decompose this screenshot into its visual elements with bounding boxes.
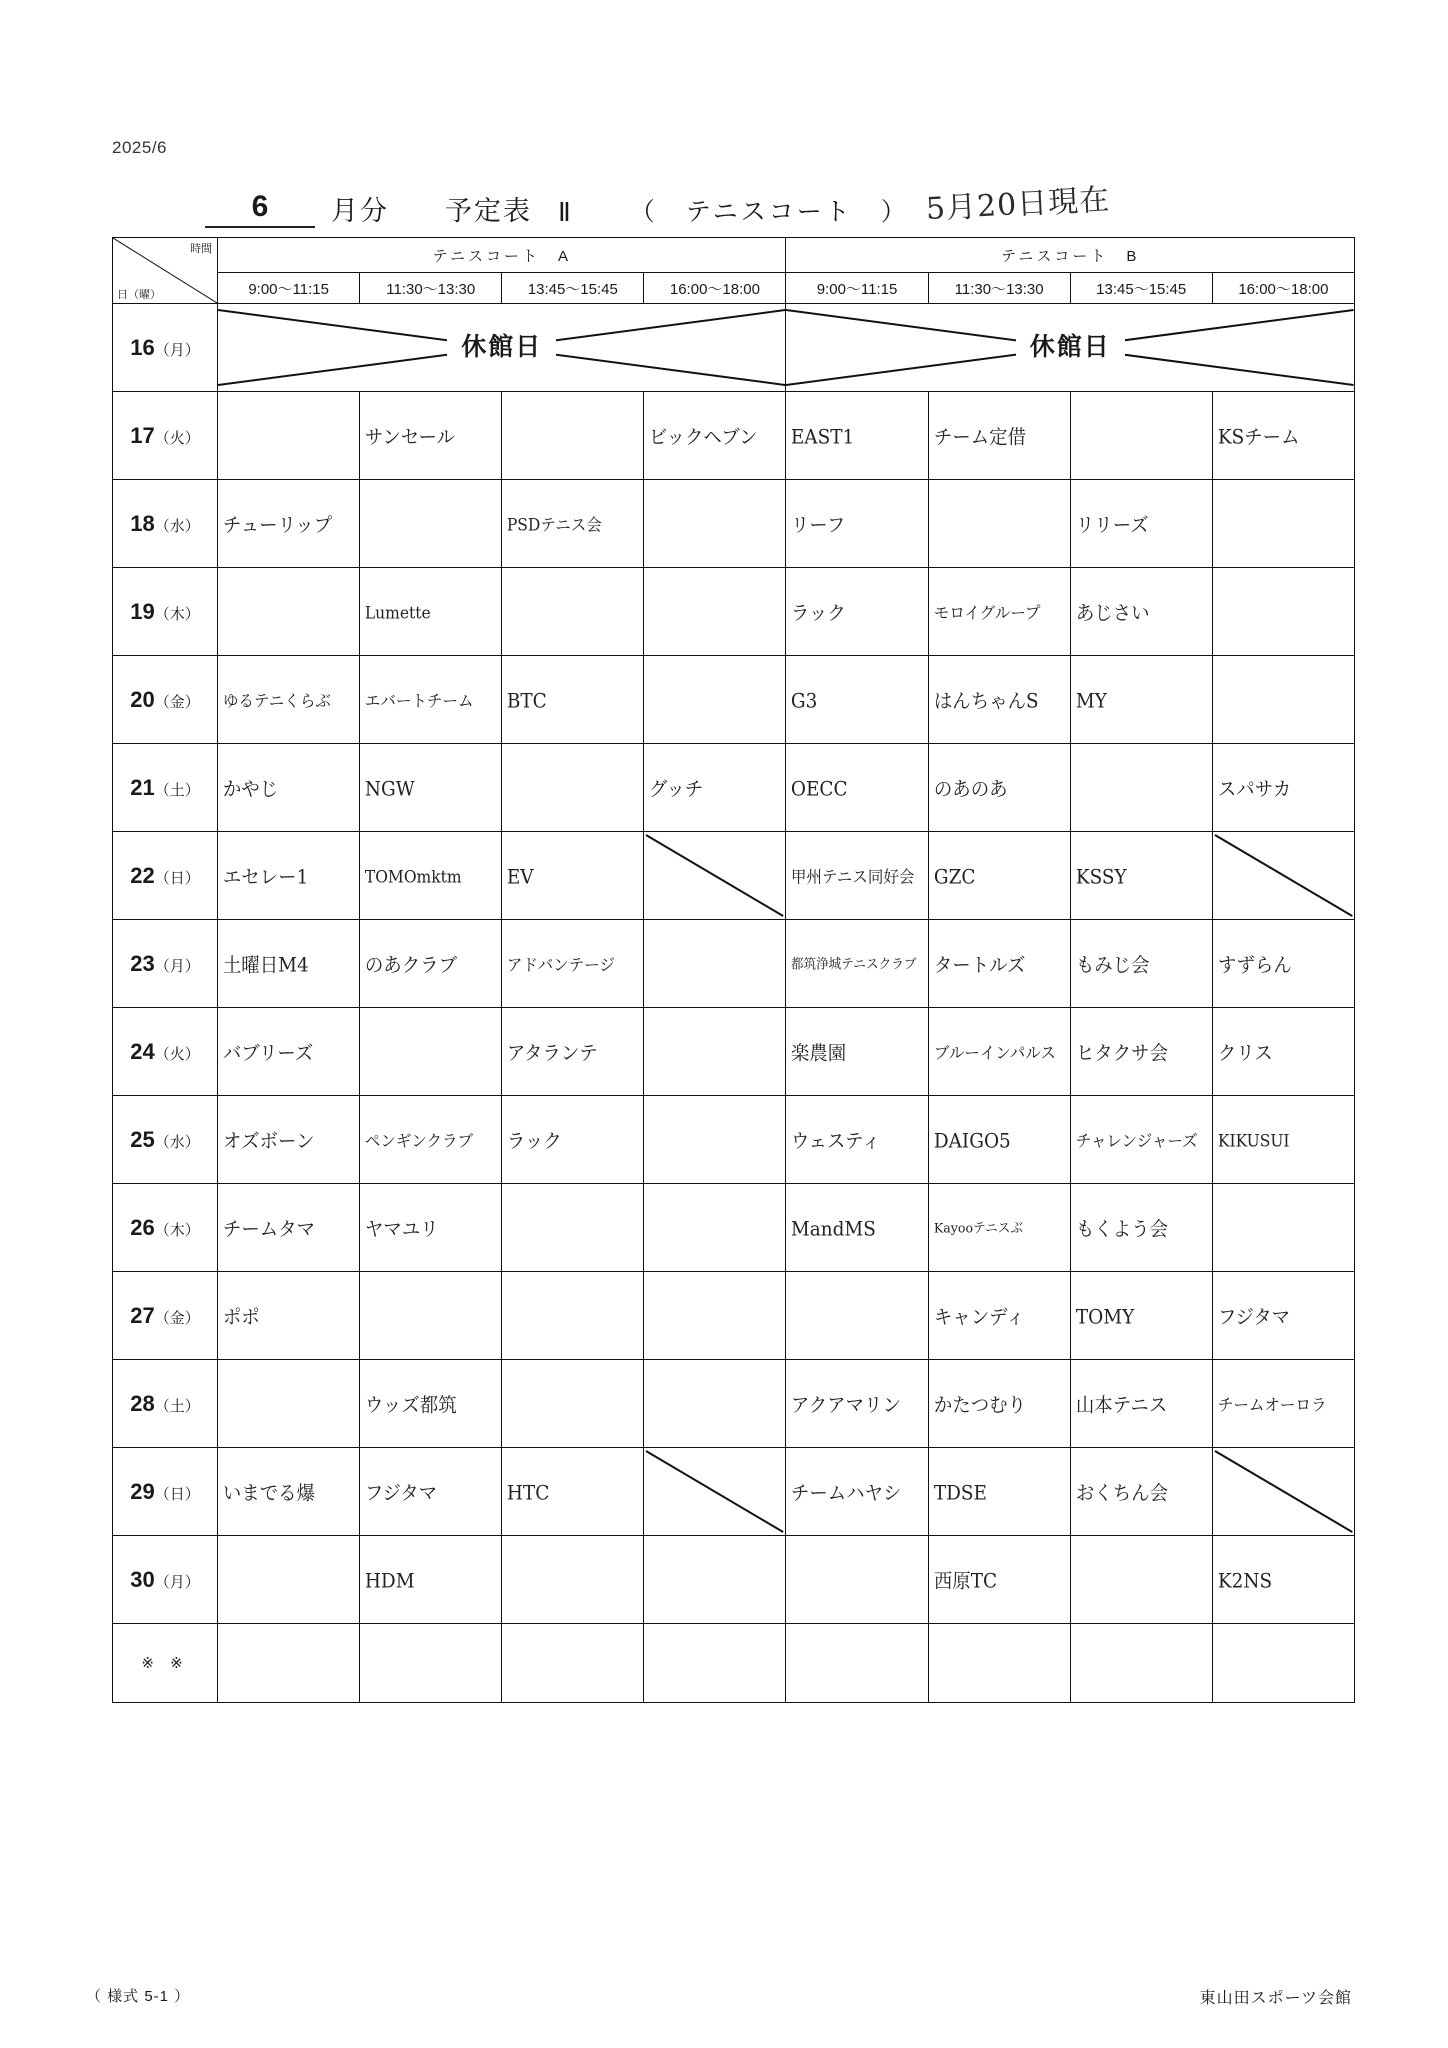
reservation-label: EAST1 [791, 425, 855, 449]
table-row [113, 656, 1355, 744]
slot-cell[interactable] [786, 392, 928, 480]
day-number: 30 [130, 1566, 155, 1592]
reservation-label: 山本テニス [1075, 1393, 1167, 1417]
slot-cell[interactable] [502, 1536, 644, 1624]
table-row [113, 1096, 1355, 1184]
court-b-header: テニスコート B [786, 238, 1355, 273]
form-code: （ 様式 5-1 ） [86, 1988, 191, 2005]
document-year: 2025/6 [112, 138, 167, 157]
reservation-label: フジタマ [365, 1481, 438, 1505]
slot-cell[interactable] [928, 1448, 1070, 1536]
reservation-label: K2NS [1217, 1569, 1272, 1593]
slot-cell[interactable] [786, 480, 928, 568]
slot-cell[interactable] [218, 832, 360, 920]
slot-cell[interactable] [1070, 832, 1212, 920]
title-month-suffix: 月分 [331, 196, 389, 226]
table-row [113, 1008, 1355, 1096]
time-header-a-3: 13:45～15:45 [502, 273, 644, 304]
note-cell [644, 1624, 786, 1703]
time-header-a-2: 11:30～13:30 [360, 273, 502, 304]
reservation-label: HDM [365, 1569, 415, 1593]
slot-cell[interactable] [218, 568, 360, 656]
slot-cell[interactable] [928, 832, 1070, 920]
reservation-label: MandMS [791, 1217, 877, 1241]
slot-cell[interactable] [218, 1184, 360, 1272]
reservation-label: NGW [365, 777, 415, 801]
reservation-label: ゆるテニくらぶ [222, 691, 331, 711]
reservation-label: チャレンジャーズ [1075, 1131, 1198, 1151]
reservation-label: OECC [791, 777, 849, 801]
slot-cell[interactable] [1070, 1536, 1212, 1624]
reservation-label: アクアマリン [791, 1393, 902, 1417]
slot-cell[interactable] [218, 480, 360, 568]
reservation-label: PSDテニス会 [507, 515, 603, 535]
slot-cell[interactable] [644, 568, 786, 656]
reservation-label: TDSE [933, 1481, 987, 1505]
day-weekday: （土） [154, 781, 200, 799]
day-number: 25 [130, 1126, 155, 1152]
slot-cell[interactable] [1070, 1096, 1212, 1184]
day-weekday: （月） [154, 1573, 200, 1591]
slot-cell[interactable] [360, 1448, 502, 1536]
title-handwritten-date: 5月20日現在 [924, 182, 1111, 228]
slot-cell[interactable] [1212, 1096, 1354, 1184]
reservation-label: ラック [507, 1129, 563, 1153]
slot-cell[interactable] [786, 568, 928, 656]
reservation-label: HTC [507, 1481, 550, 1505]
day-cell [113, 920, 218, 1008]
reservation-label: ブルーインパルス [933, 1043, 1056, 1063]
slot-cell[interactable] [218, 1008, 360, 1096]
reservation-label: ラック [791, 601, 847, 625]
note-cell [786, 1624, 928, 1703]
note-cell [1070, 1624, 1212, 1703]
reservation-label: モロイグループ [933, 603, 1041, 623]
slot-cell[interactable] [1212, 1360, 1354, 1448]
reservation-label: 甲州テニス同好会 [791, 867, 915, 887]
slot-cell[interactable] [1212, 1008, 1354, 1096]
slot-cell[interactable] [360, 1272, 502, 1360]
slot-cell[interactable] [218, 744, 360, 832]
day-weekday: （金） [154, 1309, 200, 1327]
day-cell [113, 304, 218, 392]
day-number: 26 [130, 1214, 155, 1240]
time-header-a-1: 9:00～11:15 [218, 273, 360, 304]
slot-cell[interactable] [1212, 832, 1354, 920]
slot-cell[interactable] [360, 832, 502, 920]
day-number: 16 [130, 334, 155, 360]
slot-cell[interactable] [1212, 656, 1354, 744]
reservation-label: リリーズ [1075, 513, 1149, 537]
slot-cell[interactable] [786, 920, 928, 1008]
slot-cell[interactable] [502, 1008, 644, 1096]
note-cell [1212, 1624, 1354, 1703]
reservation-label: のあクラブ [365, 953, 458, 977]
day-cell [113, 1360, 218, 1448]
slot-cell[interactable] [786, 1536, 928, 1624]
reservation-label: かたつむり [933, 1393, 1026, 1417]
title-facility: （ テニスコート ） [629, 198, 909, 226]
time-header-a-4: 16:00～18:00 [644, 273, 786, 304]
reservation-label: ウッズ都筑 [365, 1393, 457, 1417]
slot-cell[interactable] [360, 1008, 502, 1096]
court-header-row [113, 238, 1355, 273]
reservation-label: エセレー1 [222, 865, 309, 889]
day-weekday: （水） [154, 517, 200, 535]
slot-cell[interactable] [928, 1272, 1070, 1360]
reservation-label: あじさい [1075, 601, 1150, 625]
corner-header [113, 238, 218, 304]
slot-cell[interactable] [502, 1448, 644, 1536]
reservation-label: サンセール [365, 425, 456, 449]
slot-cell[interactable] [360, 744, 502, 832]
table-row [113, 392, 1355, 480]
slot-cell[interactable] [502, 1272, 644, 1360]
slot-cell[interactable] [644, 1008, 786, 1096]
slot-cell[interactable] [786, 1272, 928, 1360]
slot-cell[interactable] [644, 1360, 786, 1448]
reservation-label: Lumette [365, 603, 431, 623]
slot-cell[interactable] [644, 656, 786, 744]
slot-cell[interactable] [1070, 1008, 1212, 1096]
day-cell [113, 832, 218, 920]
reservation-label: TOMOmktm [365, 867, 462, 887]
slot-cell[interactable] [786, 832, 928, 920]
slot-cell[interactable] [928, 1008, 1070, 1096]
day-number: 24 [130, 1038, 155, 1064]
reservation-label: チューリップ [222, 513, 333, 537]
reservation-label: リーフ [791, 513, 846, 537]
reservation-label: MY [1075, 689, 1107, 713]
reservation-label: もみじ会 [1075, 953, 1150, 977]
corner-time-label: 時間 [190, 243, 213, 255]
schedule-table [112, 237, 1355, 1703]
slot-cell[interactable] [1070, 1360, 1212, 1448]
day-cell [113, 1272, 218, 1360]
day-cell [113, 1096, 218, 1184]
day-cell [113, 1536, 218, 1624]
reservation-label: チーム定借 [933, 425, 1026, 449]
closed-label: 休館日 [1016, 304, 1125, 391]
slot-cell[interactable] [644, 1184, 786, 1272]
table-row [113, 1536, 1355, 1624]
slot-cell[interactable] [1212, 1272, 1354, 1360]
slot-cell[interactable] [644, 1536, 786, 1624]
slot-cell[interactable] [502, 1096, 644, 1184]
slot-cell[interactable] [1070, 392, 1212, 480]
slot-cell[interactable] [218, 1272, 360, 1360]
time-header-b-3: 13:45～15:45 [1070, 273, 1212, 304]
reservation-label: チームオーロラ [1217, 1395, 1327, 1415]
day-number: 29 [130, 1478, 155, 1504]
reservation-label: チームタマ [222, 1217, 316, 1241]
reservation-label: DAIGO5 [933, 1129, 1011, 1153]
closed-label: 休館日 [447, 304, 556, 391]
slot-cell[interactable] [644, 744, 786, 832]
time-header-b-2: 11:30～13:30 [928, 273, 1070, 304]
slot-cell[interactable] [928, 480, 1070, 568]
reservation-label: GZC [933, 865, 976, 889]
slot-cell[interactable] [928, 568, 1070, 656]
day-cell [113, 1008, 218, 1096]
day-cell [113, 480, 218, 568]
slot-cell[interactable] [360, 480, 502, 568]
reservation-label: KSSY [1075, 865, 1127, 889]
slot-cell[interactable] [502, 480, 644, 568]
day-number: 22 [130, 862, 155, 888]
slot-cell[interactable] [786, 1096, 928, 1184]
reservation-label: クリス [1217, 1041, 1273, 1065]
time-header-row [113, 273, 1355, 304]
day-weekday: （月） [154, 957, 200, 975]
day-cell [113, 1184, 218, 1272]
day-number: 28 [130, 1390, 155, 1416]
day-weekday: （木） [154, 605, 200, 623]
slot-cell[interactable] [218, 1448, 360, 1536]
slot-cell[interactable] [218, 656, 360, 744]
slot-cell[interactable] [1070, 920, 1212, 1008]
slot-cell[interactable] [1070, 656, 1212, 744]
slot-cell[interactable] [218, 1360, 360, 1448]
slot-cell[interactable] [502, 656, 644, 744]
slot-cell[interactable] [1070, 1272, 1212, 1360]
slot-cell[interactable] [928, 920, 1070, 1008]
slot-cell[interactable] [360, 1184, 502, 1272]
reservation-label: グッチ [649, 777, 704, 801]
table-row [113, 744, 1355, 832]
table-row [113, 480, 1355, 568]
note-cell [928, 1624, 1070, 1703]
table-row [113, 832, 1355, 920]
day-weekday: （土） [154, 1397, 200, 1415]
slot-cell[interactable] [360, 920, 502, 1008]
facility-name: 東山田スポーツ会館 [1199, 1990, 1352, 2007]
reservation-label: Kayooテニスぶ [933, 1221, 1023, 1237]
reservation-label: ヒタクサ会 [1075, 1041, 1168, 1065]
reservation-label: ペンギンクラブ [365, 1131, 474, 1151]
slot-cell[interactable] [644, 920, 786, 1008]
day-weekday: （月） [154, 341, 200, 359]
reservation-label: フジタマ [1217, 1305, 1290, 1329]
slot-cell[interactable] [644, 1448, 786, 1536]
slot-cell[interactable] [502, 1360, 644, 1448]
slot-cell[interactable] [502, 744, 644, 832]
reservation-label: エバートチーム [365, 691, 474, 711]
slot-cell[interactable] [928, 1096, 1070, 1184]
slot-cell[interactable] [360, 1536, 502, 1624]
day-number: 27 [130, 1302, 155, 1328]
reservation-label: 土曜日M4 [222, 953, 309, 977]
day-cell [113, 568, 218, 656]
day-number: 18 [130, 510, 155, 536]
note-mark: ※ ※ [113, 1624, 218, 1703]
reservation-label: スパサカ [1217, 777, 1291, 801]
reservation-label: G3 [791, 689, 818, 713]
reservation-label: はんちゃんS [933, 689, 1039, 713]
table-row [113, 1448, 1355, 1536]
day-number: 20 [130, 686, 155, 712]
slot-cell[interactable] [1212, 744, 1354, 832]
slot-cell[interactable] [786, 1448, 928, 1536]
title-part-number: Ⅱ [558, 197, 572, 227]
slot-cell[interactable] [786, 656, 928, 744]
reservation-label: バブリーズ [222, 1041, 314, 1065]
table-row [113, 1360, 1355, 1448]
table-row [113, 1184, 1355, 1272]
table-row [113, 568, 1355, 656]
slot-cell[interactable] [928, 1184, 1070, 1272]
reservation-label: KIKUSUI [1217, 1131, 1290, 1151]
note-cell [502, 1624, 644, 1703]
time-header-b-1: 9:00～11:15 [786, 273, 928, 304]
reservation-label: もくよう会 [1075, 1217, 1168, 1241]
reservation-label: TOMY [1075, 1305, 1134, 1329]
closed-day-cell-b [786, 304, 1355, 392]
note-cell [218, 1624, 360, 1703]
day-weekday: （火） [154, 1045, 200, 1063]
slot-cell[interactable] [928, 1360, 1070, 1448]
closed-day-cell-a [218, 304, 786, 392]
title-month: 6 [205, 190, 315, 228]
reservation-label: アドバンテージ [507, 955, 616, 975]
slot-cell[interactable] [1070, 744, 1212, 832]
title-row [205, 182, 1405, 228]
slot-cell[interactable] [644, 392, 786, 480]
reservation-label: ウェスティ [791, 1129, 881, 1153]
note-cell [360, 1624, 502, 1703]
slot-cell[interactable] [1212, 392, 1354, 480]
slot-cell[interactable] [644, 1272, 786, 1360]
table-row [113, 1272, 1355, 1360]
slot-cell[interactable] [786, 1008, 928, 1096]
slot-cell[interactable] [1212, 568, 1354, 656]
slot-cell[interactable] [218, 920, 360, 1008]
slot-cell[interactable] [1070, 1448, 1212, 1536]
slot-cell[interactable] [502, 920, 644, 1008]
title-schedule-label: 予定表 [445, 196, 532, 226]
slot-cell[interactable] [218, 1536, 360, 1624]
slot-cell[interactable] [502, 832, 644, 920]
slot-cell[interactable] [928, 744, 1070, 832]
reservation-label: 楽農園 [791, 1041, 847, 1065]
reservation-label: タートルズ [933, 953, 1026, 977]
day-cell [113, 392, 218, 480]
slot-cell[interactable] [502, 392, 644, 480]
reservation-label: KSチーム [1217, 425, 1300, 449]
slot-cell[interactable] [786, 1360, 928, 1448]
day-weekday: （木） [154, 1221, 200, 1239]
slot-cell[interactable] [502, 1184, 644, 1272]
day-weekday: （日） [154, 1485, 200, 1503]
slot-cell[interactable] [928, 1536, 1070, 1624]
slot-cell[interactable] [360, 656, 502, 744]
reservation-label: すずらん [1217, 953, 1292, 977]
slot-cell[interactable] [786, 744, 928, 832]
slot-cell[interactable] [502, 568, 644, 656]
day-cell [113, 744, 218, 832]
reservation-label: おくちん会 [1075, 1481, 1168, 1505]
slot-cell[interactable] [218, 392, 360, 480]
reservation-label: チームハヤシ [791, 1481, 902, 1505]
reservation-label: 西原TC [933, 1569, 997, 1593]
slot-cell[interactable] [218, 1096, 360, 1184]
slot-cell[interactable] [644, 832, 786, 920]
slot-cell[interactable] [360, 568, 502, 656]
reservation-label: BTC [507, 689, 548, 713]
day-number: 21 [130, 774, 155, 800]
slot-cell[interactable] [928, 656, 1070, 744]
slot-cell[interactable] [360, 392, 502, 480]
reservation-label: かやじ [222, 777, 279, 801]
slot-cell[interactable] [360, 1096, 502, 1184]
slot-cell[interactable] [1212, 1184, 1354, 1272]
reservation-label: キャンディ [933, 1305, 1025, 1329]
slot-cell[interactable] [644, 480, 786, 568]
slot-cell[interactable] [1212, 1448, 1354, 1536]
slot-cell[interactable] [1070, 1184, 1212, 1272]
day-cell [113, 656, 218, 744]
time-header-b-4: 16:00～18:00 [1212, 273, 1354, 304]
day-weekday: （日） [154, 869, 200, 887]
slot-cell[interactable] [360, 1360, 502, 1448]
day-number: 23 [130, 950, 155, 976]
reservation-label: アタランテ [507, 1041, 598, 1065]
reservation-label: のあのあ [933, 777, 1008, 801]
corner-day-label: 日（曜） [117, 289, 161, 301]
reservation-label: ポポ [222, 1305, 260, 1329]
slot-cell[interactable] [1212, 480, 1354, 568]
reservation-label: ビックヘブン [649, 425, 758, 449]
day-number: 17 [130, 422, 155, 448]
slot-cell[interactable] [1212, 1536, 1354, 1624]
slot-cell[interactable] [1212, 920, 1354, 1008]
reservation-label: いまでる爆 [222, 1481, 316, 1505]
day-cell [113, 1448, 218, 1536]
reservation-label: 都筑浄城テニスクラブ [791, 957, 917, 973]
table-row [113, 304, 1355, 392]
table-row [113, 920, 1355, 1008]
slot-cell[interactable] [1070, 568, 1212, 656]
slot-cell[interactable] [786, 1184, 928, 1272]
day-weekday: （金） [154, 693, 200, 711]
slot-cell[interactable] [928, 392, 1070, 480]
slot-cell[interactable] [644, 1096, 786, 1184]
day-weekday: （水） [154, 1133, 200, 1151]
day-number: 19 [130, 598, 155, 624]
note-row [113, 1624, 1355, 1703]
reservation-label: EV [507, 865, 534, 889]
court-a-header: テニスコート A [218, 238, 786, 273]
reservation-label: オズボーン [222, 1129, 315, 1153]
reservation-label: ヤマユリ [365, 1217, 439, 1241]
slot-cell[interactable] [1070, 480, 1212, 568]
day-weekday: （火） [154, 429, 200, 447]
